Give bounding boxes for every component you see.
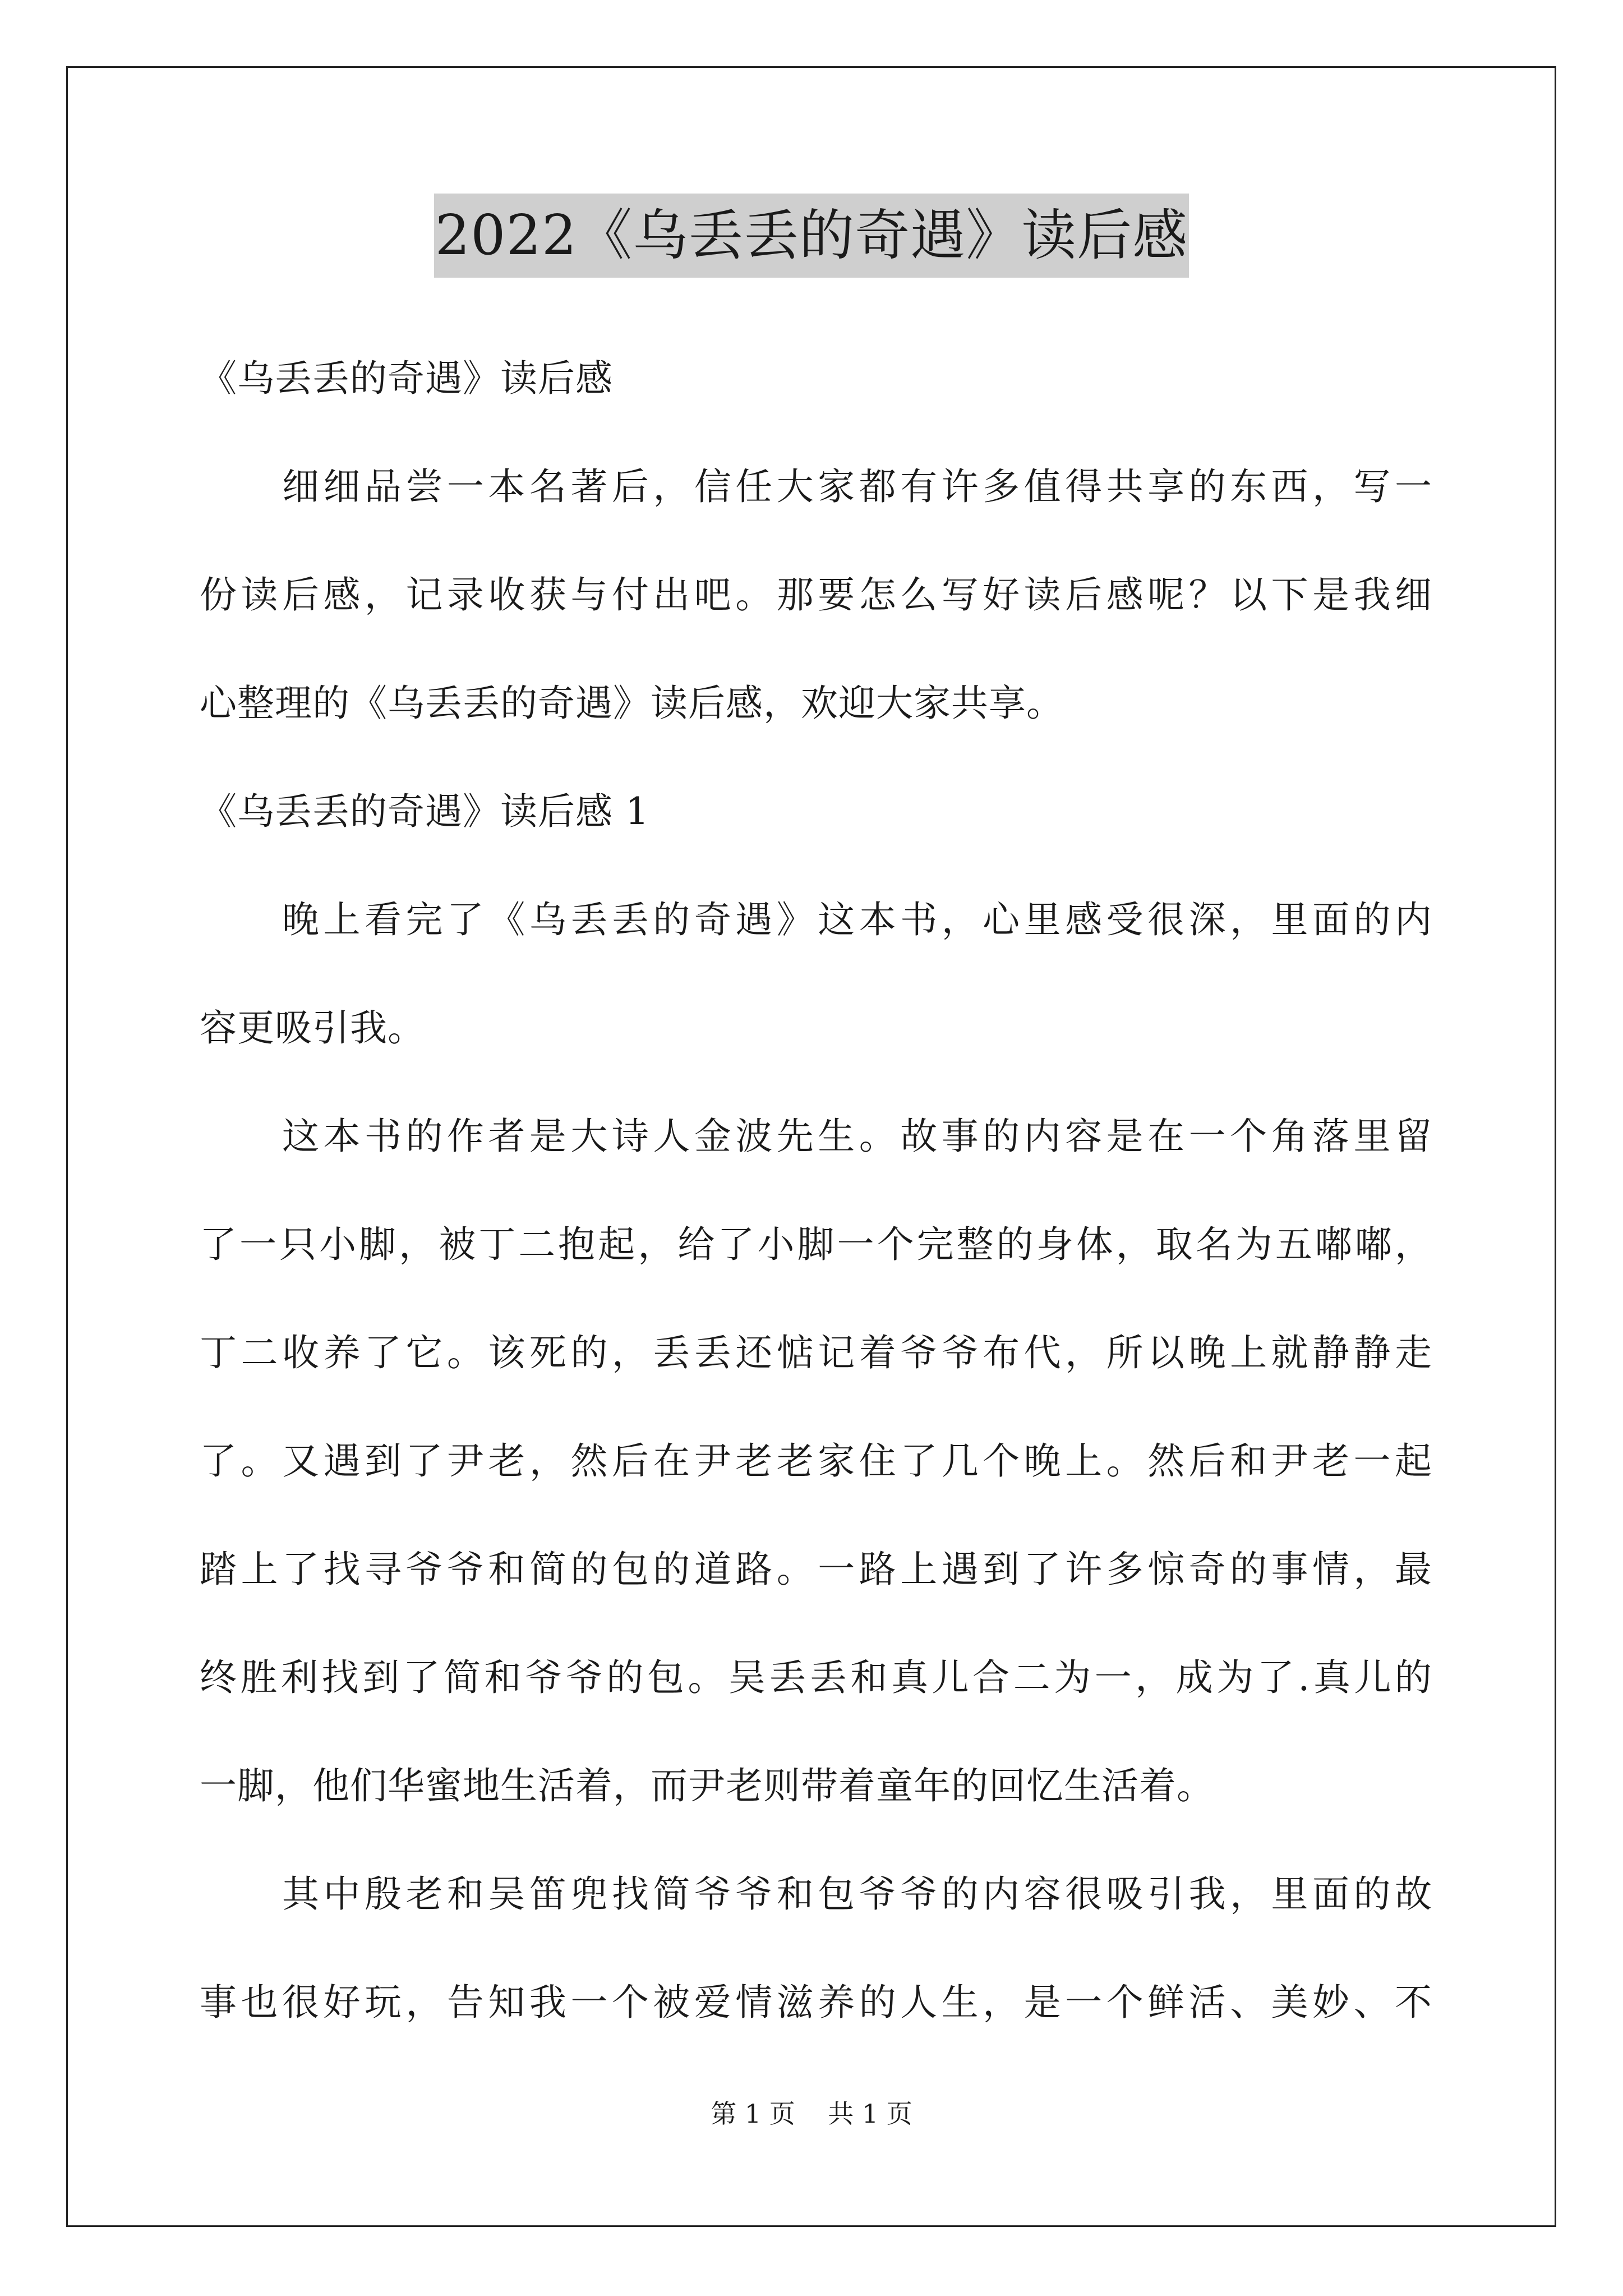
section-heading: 《乌丢丢的奇遇》读后感 1 bbox=[200, 790, 649, 833]
document-subtitle: 《乌丢丢的奇遇》读后感 bbox=[200, 357, 613, 400]
intro-line: 细细品尝一本名著后，信任大家都有许多值得共享的东西，写一 bbox=[282, 465, 1432, 508]
document-title: 2022《乌丢丢的奇遇》读后感 bbox=[434, 194, 1189, 278]
paragraph2-line: 丁二收养了它。该死的，丢丢还惦记着爷爷布代，所以晚上就静静走 bbox=[200, 1331, 1432, 1374]
paragraph2-line: 终胜利找到了简和爷爷的包。吴丢丢和真儿合二为一，成为了.真儿的 bbox=[200, 1656, 1432, 1699]
paragraph2-line: 这本书的作者是大诗人金波先生。故事的内容是在一个角落里留 bbox=[282, 1115, 1432, 1158]
paragraph3-line: 事也很好玩，告知我一个被爱情滋养的人生，是一个鲜活、美妙、不 bbox=[200, 1981, 1432, 2024]
paragraph3-line: 其中殷老和吴笛兜找简爷爷和包爷爷的内容很吸引我，里面的故 bbox=[282, 1872, 1432, 1916]
paragraph2-line: 了一只小脚，被丁二抱起，给了小脚一个完整的身体，取名为五嘟嘟， bbox=[200, 1223, 1432, 1266]
paragraph1-line: 容更吸引我。 bbox=[200, 1006, 425, 1050]
paragraph2-line: 了。又遇到了尹老，然后在尹老老家住了几个晚上。然后和尹老一起 bbox=[200, 1439, 1432, 1483]
paragraph1-line: 晚上看完了《乌丢丢的奇遇》这本书，心里感受很深，里面的内 bbox=[282, 898, 1432, 941]
intro-line: 心整理的《乌丢丢的奇遇》读后感，欢迎大家共享。 bbox=[200, 682, 1064, 725]
intro-line: 份读后感，记录收获与付出吧。那要怎么写好读后感呢？以下是我细 bbox=[200, 573, 1432, 616]
title-container bbox=[0, 194, 1623, 278]
page-footer: 第 1 页 共 1 页 bbox=[711, 2099, 912, 2129]
paragraph2-line: 一脚，他们华蜜地生活着，而尹老则带着童年的回忆生活着。 bbox=[200, 1764, 1214, 1807]
paragraph2-line: 踏上了找寻爷爷和简的包的道路。一路上遇到了许多惊奇的事情，最 bbox=[200, 1548, 1432, 1591]
